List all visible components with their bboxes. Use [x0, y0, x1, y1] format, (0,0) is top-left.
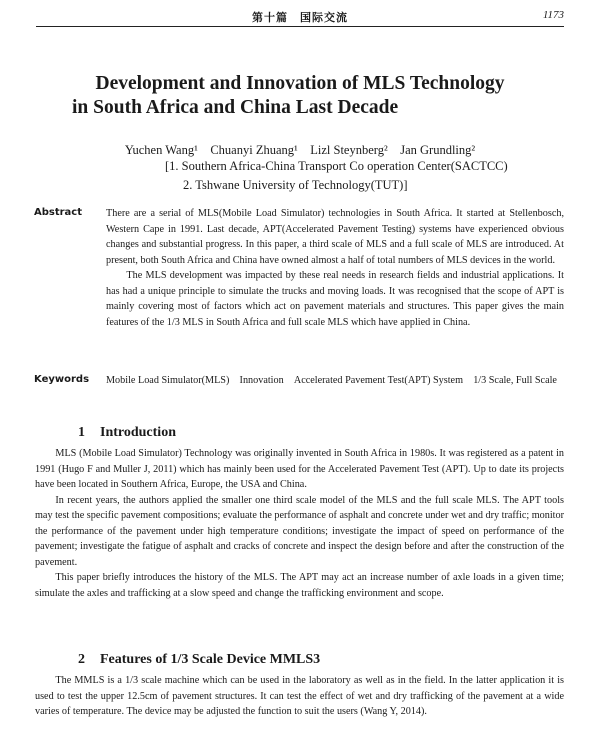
affiliation-line-1: [1. Southern Africa-China Transport Co operation Center(SACTCC) — [165, 159, 508, 173]
running-title: 第十篇 国际交流 — [252, 11, 348, 24]
section-2-heading — [78, 652, 320, 668]
page-number: 1173 — [542, 9, 564, 21]
section-2-number: 2 — [78, 652, 85, 667]
paper-title-line-2: in South Africa and China Last Decade — [72, 97, 399, 118]
running-header — [36, 8, 564, 27]
affiliation-line-2: 2. Tshwane University of Technology(TUT)] — [183, 178, 408, 192]
section-1-title: Introduction — [100, 425, 176, 440]
section-2-title: Features of 1/3 Scale Device MMLS3 — [100, 652, 321, 667]
keywords-text: Mobile Load Simulator(MLS) Innovation Accelerated Pavement Test(APT) System 1/3 Scale, Full Scale — [106, 375, 557, 386]
abstract-paragraph-2: The MLS development was impacted by these real needs in research fields and industrial applications. It has had a unique principle to simulate the trucks and moving loads. It was recognised that the scope of APT is mainly covering most of factors which act on pavement materials and structures. This paper gives the main features of the 1/3 MLS in South Africa and full scale MLS which have applied in China. — [106, 270, 564, 328]
section-2-paragraph-1: The MMLS is a 1/3 scale machine which can be used in the laboratory as well as in the field. In the latter application it is used to test the upper 12.5cm of pavement structures. It can test the effect of wet and dry trafficking of the pavement at a wide varies of temperature. The device may be adjusted the function to suit the users (Wang Y, 2014). — [35, 675, 564, 717]
section-1-paragraph-3: This paper briefly introduces the history of the MLS. The APT may act an increase number of axle loads in a given time; simulate the axles and trafficking at a slow speed and change the trafficking environment and scope. — [35, 572, 564, 599]
abstract-body — [106, 206, 564, 330]
section-1-body — [35, 446, 564, 601]
section-1-paragraph-1: MLS (Mobile Load Simulator) Technology was originally invented in South Africa in 1980s. It was registered as a patent in 1991 (Hugo F and Muller J, 2011) which has mainly been used for the Accelerated Pavement Test (APT). Up to date its projects have been located in Southern Africa, Europe, the USA and China. — [35, 448, 564, 490]
section-2-body — [35, 673, 564, 720]
paper-title-line-1: Development and Innovation of MLS Technology — [95, 73, 505, 94]
section-1-heading — [78, 425, 176, 441]
abstract-label: Abstract — [34, 207, 83, 218]
keywords-label: Keywords — [34, 374, 90, 385]
author-list: Yuchen Wang¹ Chuanyi Zhuang¹ Lizl Steynberg² Jan Grundling² — [124, 143, 476, 157]
section-1-number: 1 — [78, 425, 85, 440]
abstract-paragraph-1: There are a serial of MLS(Mobile Load Simulator) technologies in South Africa. It started at Stellenbosch, Western Cape in 1991. Last decade, APT(Accelerated Pavement Testing) systems have experienced obvious changes and substantial progress. In this paper, a third scale of MLS and a full scale of MLS are introduced. At present, both South Africa and China have owned almost a half of total numbers of MLS devices in the world. — [106, 208, 564, 266]
section-1-paragraph-2: In recent years, the authors applied the smaller one third scale model of the MLS and the full scale MLS. The APT tools may test the specific pavement compositions; evaluate the performance of asphalt and concrete under wet and dry traffic; monitor the performance of the pavement under high temperature conditions; investigate the impact of speed on performance of the pavement; investigate the fatigue of asphalt and cracks of concrete and inspect the design before and after the construction of the pavement. — [35, 494, 564, 568]
